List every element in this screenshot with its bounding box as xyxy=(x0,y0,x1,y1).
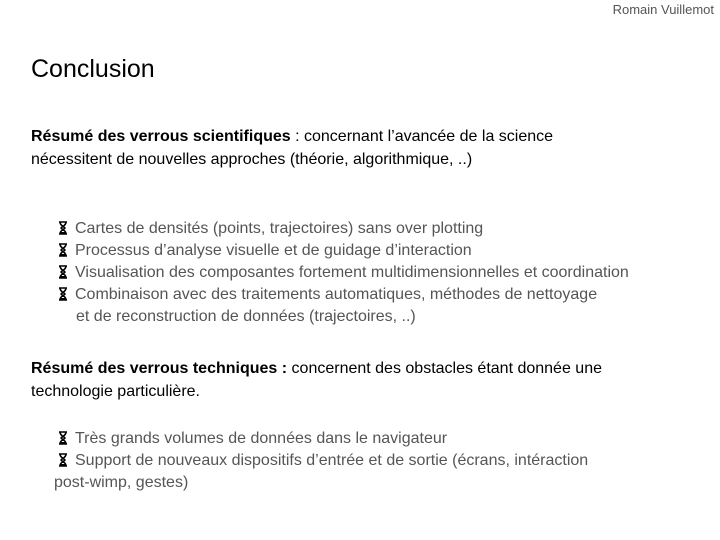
scientific-bullet-list xyxy=(57,218,629,328)
bullet-text: Combinaison avec des traitements automatiques, méthodes de nettoyage xyxy=(75,286,598,303)
bullet-text: Processus d’analyse visuelle et de guidage d’interaction xyxy=(75,242,472,259)
section-scientific-intro xyxy=(31,125,701,171)
hourglass-icon xyxy=(57,453,69,467)
author-name: Romain Vuillemot xyxy=(612,2,714,17)
section-technical-line2: technologie particulière. xyxy=(31,383,200,400)
hourglass-icon xyxy=(57,431,69,445)
list-item xyxy=(57,284,629,306)
section-scientific-line1: : concernant l’avancée de la science xyxy=(290,128,554,145)
hourglass-icon xyxy=(57,287,69,301)
section-scientific-line2: nécessitent de nouvelles approches (théorie, algorithmique, ..) xyxy=(31,151,473,168)
list-item xyxy=(57,428,588,450)
bullet-text: Cartes de densités (points, trajectoires) sans over plotting xyxy=(75,220,484,237)
hourglass-icon xyxy=(57,221,69,235)
section-scientific-heading: Résumé des verrous scientifiques xyxy=(31,128,291,145)
section-technical-intro xyxy=(31,357,701,403)
slide-title: Conclusion xyxy=(31,55,155,83)
list-item xyxy=(57,240,629,262)
list-item xyxy=(57,450,588,472)
hourglass-icon xyxy=(57,243,69,257)
bullet-text: Visualisation des composantes fortement multidimensionnelles et coordination xyxy=(75,264,629,281)
section-technical-line1: concernent des obstacles étant donnée une xyxy=(287,360,602,377)
bullet-continuation: et de reconstruction de données (trajectoires, ..) xyxy=(76,308,416,325)
list-item xyxy=(57,262,629,284)
bullet-text: Très grands volumes de données dans le navigateur xyxy=(75,430,448,447)
technical-bullet-list xyxy=(54,428,589,494)
hourglass-icon xyxy=(57,265,69,279)
bullet-continuation: post-wimp, gestes) xyxy=(54,474,189,491)
list-item xyxy=(57,218,629,240)
section-technical-heading: Résumé des verrous techniques : xyxy=(31,360,288,377)
bullet-text: Support de nouveaux dispositifs d’entrée et de sortie (écrans, intéraction xyxy=(75,452,589,469)
